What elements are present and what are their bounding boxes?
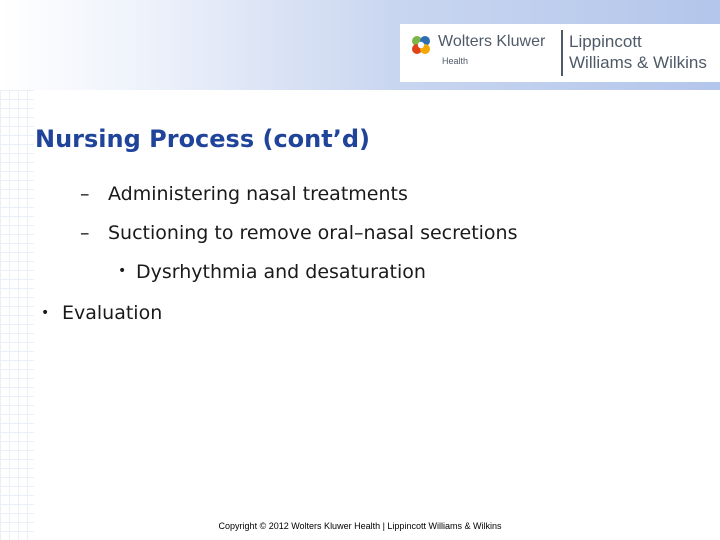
list-item: Suctioning to remove oral–nasal secretions	[108, 222, 518, 244]
slide-title: Nursing Process (cont’d)	[35, 125, 370, 153]
brand-primary: Wolters Kluwer	[438, 33, 546, 50]
list-marker: –	[80, 222, 90, 244]
list-marker: –	[80, 183, 90, 205]
list-marker: •	[41, 305, 50, 321]
list-item: Dysrhythmia and desaturation	[136, 261, 426, 283]
publisher-logo	[400, 24, 720, 82]
wolters-kluwer-globe-icon	[408, 32, 434, 58]
copyright-footer: Copyright © 2012 Wolters Kluwer Health | Lippincott Williams & Wilkins	[218, 521, 502, 531]
brand-secondary-line1: Lippincott	[569, 32, 642, 51]
list-item: Evaluation	[62, 302, 163, 324]
list-marker: •	[118, 263, 127, 279]
left-grid-decoration	[0, 90, 34, 540]
brand-sub: Health	[442, 56, 469, 66]
list-item: Administering nasal treatments	[108, 183, 408, 205]
brand-secondary-line2: Williams & Wilkins	[569, 53, 707, 72]
logo-divider	[561, 30, 563, 76]
